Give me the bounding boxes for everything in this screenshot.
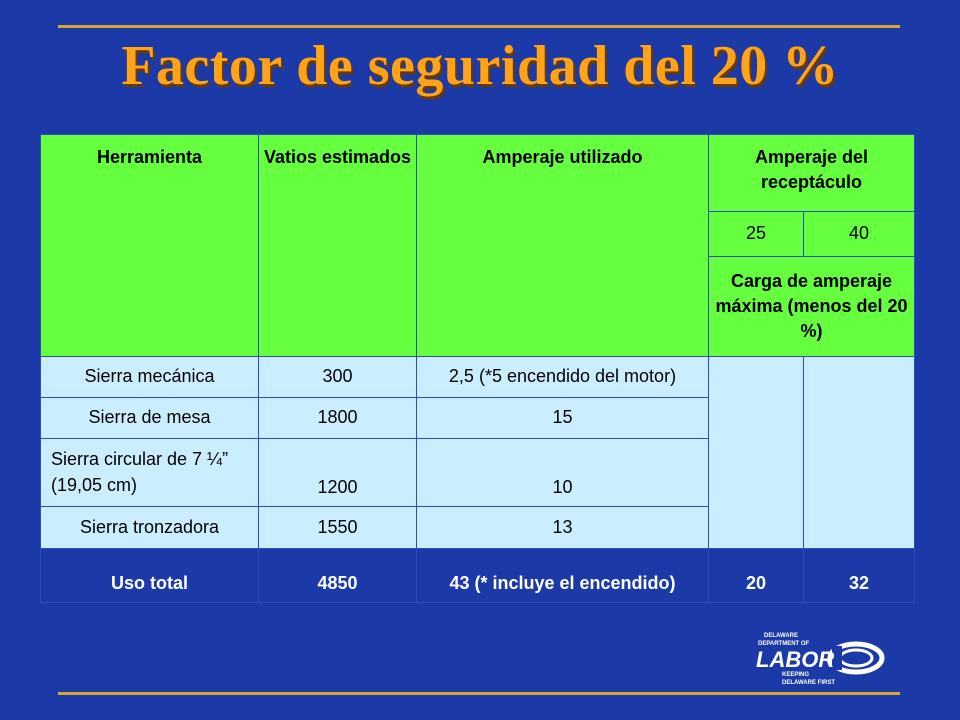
- header-watts: Vatios estimados: [259, 135, 417, 357]
- total-watts: 4850: [259, 549, 417, 603]
- row-amps: 2,5 (*5 encendido del motor): [417, 357, 709, 398]
- logo-swoosh-inner: [840, 650, 872, 666]
- row-watts: 1800: [259, 398, 417, 439]
- total-amps: 43 (* incluye el encendido): [417, 549, 709, 603]
- logo-line5: DELAWARE FIRST: [782, 680, 836, 686]
- row-watts: 1200: [259, 439, 417, 507]
- bottom-divider: [58, 692, 900, 695]
- row-watts: 300: [259, 357, 417, 398]
- total-max-40: 32: [804, 549, 915, 603]
- row-tool: Sierra mecánica: [41, 357, 259, 398]
- header-tool: Herramienta: [41, 135, 259, 357]
- total-max-25: 20: [709, 549, 804, 603]
- safety-factor-table: [40, 134, 915, 603]
- header-receptacle: Amperaje del receptáculo: [709, 135, 915, 212]
- row-amps: 10: [417, 439, 709, 507]
- row-amps: 13: [417, 507, 709, 549]
- logo-line3: LABOR: [756, 647, 835, 672]
- row-watts: 1550: [259, 507, 417, 549]
- header-amps-used: Amperaje utilizado: [417, 135, 709, 357]
- logo-line4: KEEPING: [782, 672, 810, 678]
- top-divider: [58, 25, 900, 28]
- row-amps: 15: [417, 398, 709, 439]
- logo-line1: DELAWARE: [764, 633, 799, 639]
- header-max-load: Carga de amperaje máxima (menos del 20 %): [709, 257, 915, 357]
- row-tool: Sierra circular de 7 ¼” (19,05 cm): [41, 439, 259, 507]
- blank-cell-25: [709, 357, 804, 549]
- total-row: [41, 549, 915, 603]
- row-tool: Sierra de mesa: [41, 398, 259, 439]
- total-label: Uso total: [41, 549, 259, 603]
- slide-title: Factor de seguridad del 20 %: [121, 35, 839, 97]
- table-row: [41, 357, 915, 398]
- delaware-labor-logo: [752, 628, 886, 688]
- receptacle-25: 25: [709, 212, 804, 257]
- row-tool: Sierra tronzadora: [41, 507, 259, 549]
- receptacle-40: 40: [804, 212, 915, 257]
- blank-cell-40: [804, 357, 915, 549]
- logo-line2: DEPARTMENT OF: [758, 641, 810, 647]
